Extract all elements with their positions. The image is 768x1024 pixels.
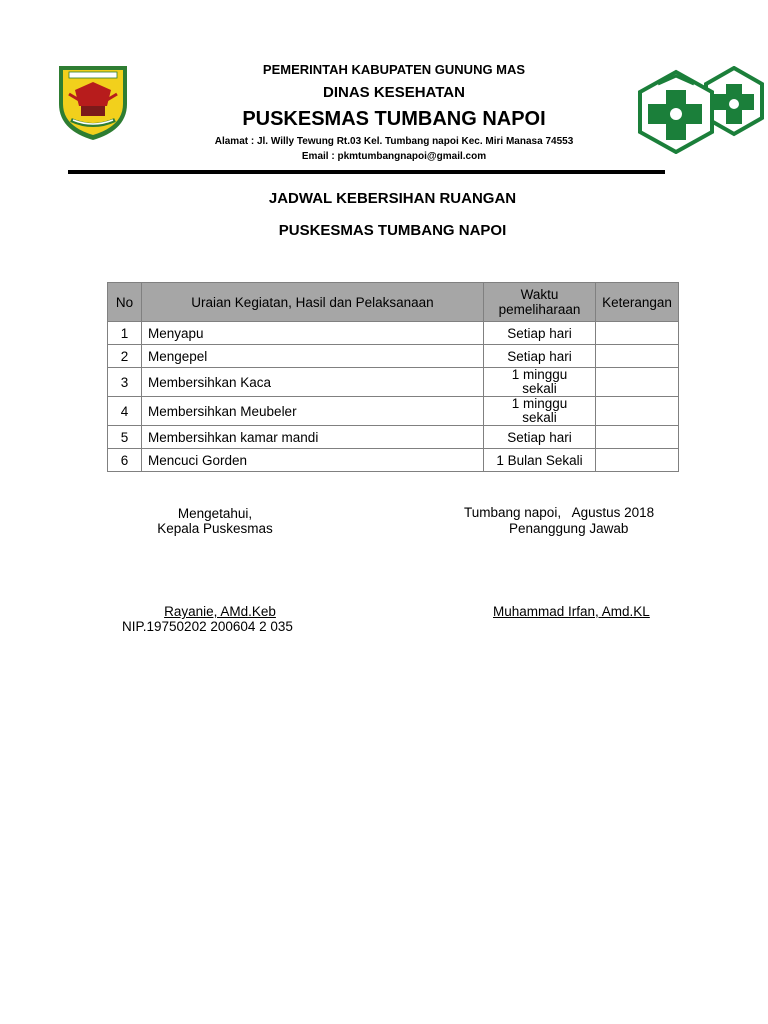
row-no: 3: [108, 368, 142, 397]
row-note: [596, 368, 679, 397]
header-description: Uraian Kegiatan, Hasil dan Pelaksanaan: [142, 283, 484, 322]
row-description: Mencuci Gorden: [142, 449, 484, 472]
sig-right-position: Penanggung Jawab: [509, 521, 629, 536]
row-time: Setiap hari: [484, 345, 596, 368]
row-description: Membersihkan Kaca: [142, 368, 484, 397]
row-time: [484, 368, 596, 397]
sig-left-nip: NIP.19750202 200604 2 035: [122, 619, 293, 634]
sig-left-acknowledged: Mengetahui,: [177, 506, 253, 521]
header-maintenance-time: [484, 283, 596, 322]
table-row: [108, 368, 679, 397]
row-time: [484, 397, 596, 426]
row-no: 6: [108, 449, 142, 472]
row-no: 1: [108, 322, 142, 345]
regency-crest-icon: [55, 60, 131, 142]
header-divider: [68, 170, 665, 174]
header-institution: PUSKESMAS TUMBANG NAPOI: [242, 108, 546, 130]
sig-left-name: Rayanie, AMd.Keb: [164, 604, 276, 619]
header-notes: Keterangan: [596, 283, 679, 322]
row-time: Setiap hari: [484, 322, 596, 345]
sig-left-position: Kepala Puskesmas: [157, 521, 273, 536]
row-note: [596, 345, 679, 368]
row-no: 2: [108, 345, 142, 368]
table-row: [108, 345, 679, 368]
header-address: Alamat : Jl. Willy Tewung Rt.03 Kel. Tumbang napoi Kec. Miri Manasa 74553: [214, 136, 574, 147]
header-department: DINAS KESEHATAN: [323, 84, 465, 101]
header-email: Email : pkmtumbangnapoi@gmail.com: [301, 151, 487, 162]
table-row: [108, 449, 679, 472]
cleaning-schedule-table: [107, 282, 679, 472]
row-description: Membersihkan Meubeler: [142, 397, 484, 426]
sig-right-name: Muhammad Irfan, Amd.KL: [493, 604, 650, 619]
document-title: JADWAL KEBERSIHAN RUANGAN: [268, 190, 517, 207]
row-time-line1: 1 minggu: [511, 367, 568, 382]
table-row: [108, 322, 679, 345]
row-time: Setiap hari: [484, 426, 596, 449]
row-note: [596, 426, 679, 449]
document-subtitle: PUSKESMAS TUMBANG NAPOI: [278, 222, 507, 239]
header-no: No: [108, 283, 142, 322]
row-time: 1 Bulan Sekali: [484, 449, 596, 472]
header-government: PEMERINTAH KABUPATEN GUNUNG MAS: [262, 62, 526, 77]
row-note: [596, 322, 679, 345]
row-description: Menyapu: [142, 322, 484, 345]
table-row: [108, 397, 679, 426]
row-note: [596, 449, 679, 472]
table-row: [108, 426, 679, 449]
row-time-line1: 1 minggu: [511, 396, 568, 411]
puskesmas-green-cross-icon: [636, 66, 764, 154]
row-description: Mengepel: [142, 345, 484, 368]
row-description: Membersihkan kamar mandi: [142, 426, 484, 449]
row-note: [596, 397, 679, 426]
sig-right-place-date: Tumbang napoi, Agustus 2018: [464, 505, 655, 520]
row-no: 5: [108, 426, 142, 449]
header-time-line2: pemeliharaan: [498, 302, 581, 317]
row-time-line2: sekali: [522, 381, 557, 396]
table-header-row: [108, 283, 679, 322]
row-no: 4: [108, 397, 142, 426]
header-time-line1: Waktu: [520, 287, 559, 302]
row-time-line2: sekali: [522, 410, 557, 425]
